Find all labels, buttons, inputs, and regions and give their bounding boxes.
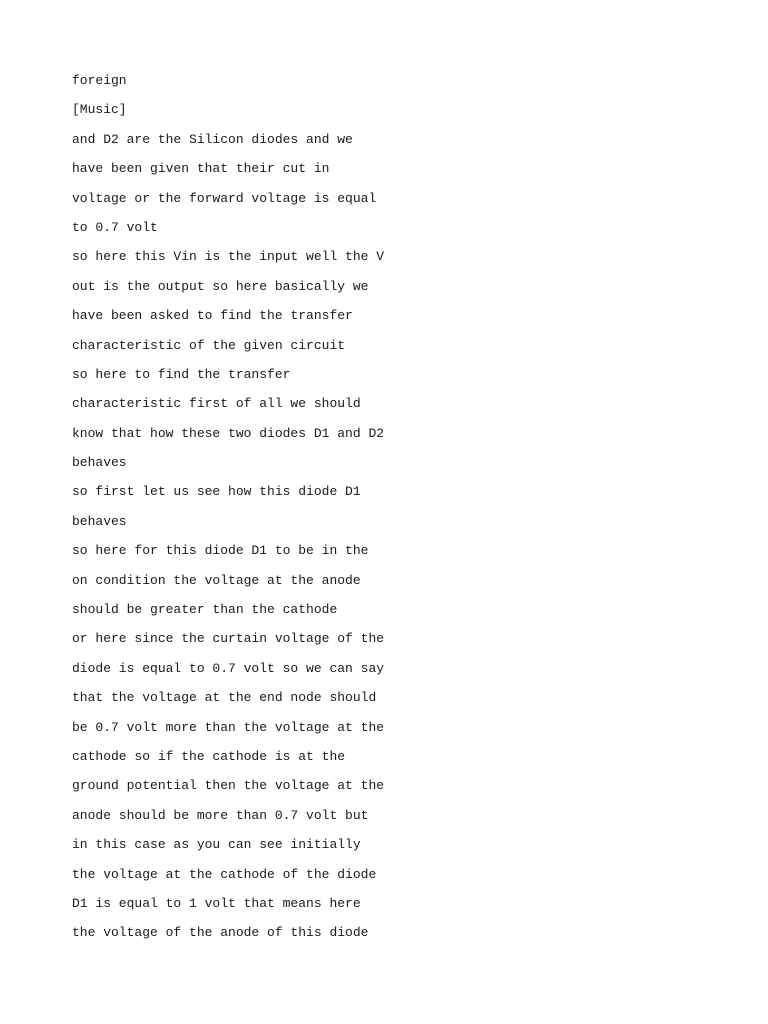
transcript-line: foreign [72,73,127,88]
transcript-line: so here this Vin is the input well the V [72,249,385,265]
transcript-line: [Music] [72,102,127,118]
transcript-line: behaves [72,455,127,471]
transcript-line: voltage or the forward voltage is equal [72,190,377,206]
transcript-line: or here since the curtain voltage of the [72,631,385,647]
transcript-line: know that how these two diodes D1 and D2 [72,425,385,441]
transcript-line: characteristic of the given circuit [72,337,346,353]
transcript-line: so here for this diode D1 to be in the [72,543,369,559]
transcript-line: characteristic first of all we should [72,396,361,412]
transcript-line: diode is equal to 0.7 volt so we can say [72,660,385,676]
transcript-text [72,66,384,948]
transcript-line: should be greater than the cathode [72,602,338,618]
transcript-line: so first let us see how this diode D1 [72,484,361,500]
transcript-line: D1 is equal to 1 volt that means here [72,895,361,911]
transcript-line: behaves [72,513,127,529]
transcript-line: ground potential then the voltage at the [72,778,385,794]
transcript-line: the voltage at the cathode of the diode [72,866,377,882]
transcript-line: anode should be more than 0.7 volt but [72,807,369,823]
transcript-line: in this case as you can see initially [72,837,361,853]
transcript-line: out is the output so here basically we [72,278,369,294]
transcript-line: so here to find the transfer [72,366,291,382]
transcript-line: to 0.7 volt [72,219,158,235]
transcript-line: the voltage of the anode of this diode [72,925,369,941]
transcript-line: and D2 are the Silicon diodes and we [72,131,353,147]
transcript-line: cathode so if the cathode is at the [72,748,346,764]
transcript-line: have been asked to find the transfer [72,308,353,324]
transcript-line: that the voltage at the end node should [72,690,377,706]
transcript-line: have been given that their cut in [72,161,330,177]
transcript-line: be 0.7 volt more than the voltage at the [72,719,385,735]
transcript-line: on condition the voltage at the anode [72,572,361,588]
